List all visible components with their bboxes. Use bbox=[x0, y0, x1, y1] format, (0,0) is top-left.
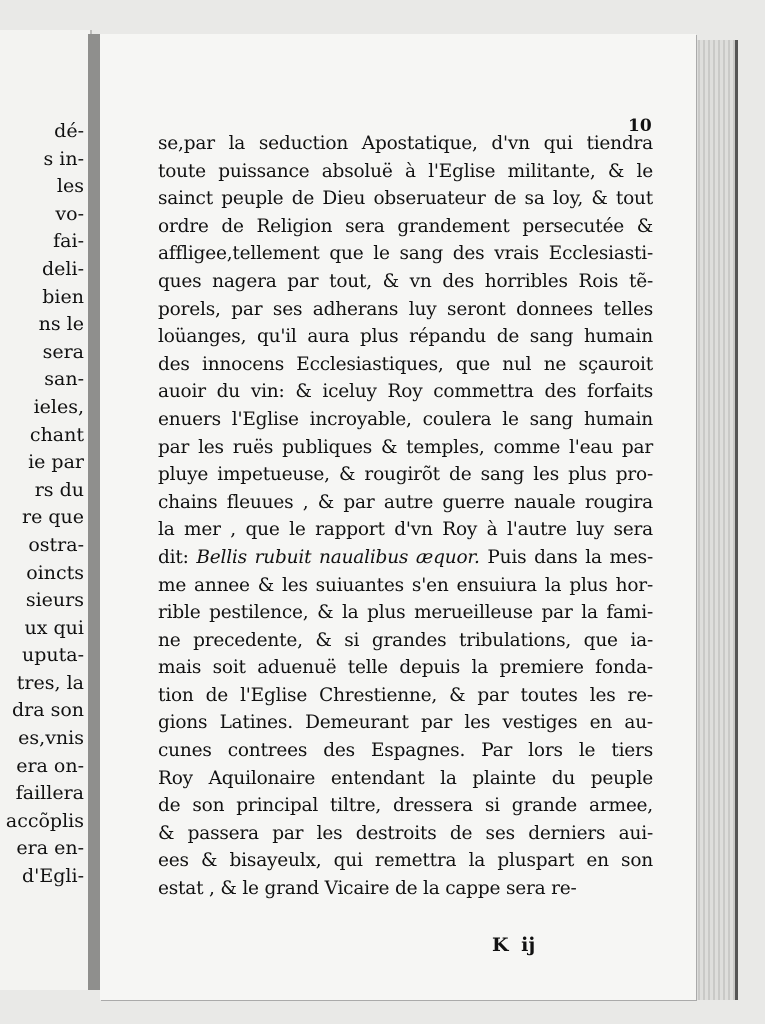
left-page-line: faillera bbox=[15, 782, 84, 805]
left-page-line: dra son bbox=[11, 699, 84, 722]
left-page-line: ostra- bbox=[28, 533, 84, 556]
text-line-content: Puis dans la mes- bbox=[479, 546, 653, 568]
left-page-line: ux qui bbox=[24, 616, 84, 639]
text-line-content: de son principal tiltre, dressera si grande armee, bbox=[158, 795, 653, 817]
text-line bbox=[158, 240, 653, 268]
text-line-content: gions Latines. Demeurant par les vestiges en au- bbox=[158, 712, 653, 734]
text-line-content: sainct peuple de Dieu obseruateur de sa loy, & tout bbox=[158, 188, 653, 210]
text-line bbox=[158, 599, 653, 627]
left-page-line: es,vnis bbox=[18, 727, 84, 750]
text-line bbox=[158, 820, 653, 848]
text-line bbox=[158, 544, 653, 572]
text-line bbox=[158, 709, 653, 737]
text-line-content: se,par la seduction Apostatique, d'vn qui tiendra bbox=[158, 133, 653, 154]
text-line-content: rible pestilence, & la plus merueilleuse par la fami- bbox=[158, 602, 653, 624]
text-line bbox=[158, 434, 653, 462]
text-line bbox=[158, 737, 653, 765]
left-page-line: re que bbox=[21, 506, 84, 529]
text-line bbox=[158, 572, 653, 600]
text-line bbox=[158, 765, 653, 793]
left-page-line: tres, la bbox=[16, 671, 84, 694]
text-line-content: par les ruës publiques & temples, comme l'eau par bbox=[158, 436, 653, 458]
signature-mark: K ij bbox=[492, 934, 536, 956]
left-page bbox=[0, 30, 92, 990]
left-page-line: sera bbox=[42, 340, 84, 363]
text-line-content: & passera par les destroits de ses derniers aui- bbox=[158, 822, 653, 844]
left-page-line: ieles, bbox=[33, 395, 84, 418]
text-line-content: pluye impetueuse, & rougirõt de sang les plus pro- bbox=[158, 464, 653, 486]
text-line bbox=[158, 847, 653, 875]
latin-quotation: Bellis rubuit naualibus æquor. bbox=[196, 546, 480, 568]
text-line bbox=[158, 323, 653, 351]
text-line bbox=[158, 682, 653, 710]
text-line-content: mais soit aduenuë telle depuis la premiere fonda- bbox=[158, 657, 653, 679]
text-line bbox=[158, 185, 653, 213]
left-page-line: uputa- bbox=[21, 644, 84, 667]
text-line-content: loüanges, qu'il aura plus répandu de sang humain bbox=[158, 326, 653, 348]
text-line-content: la mer , que le rapport d'vn Roy à l'autre luy sera bbox=[158, 519, 653, 541]
text-line bbox=[158, 654, 653, 682]
text-line-content: porels, par ses adherans luy seront donnees telles bbox=[158, 298, 653, 320]
text-line bbox=[158, 158, 653, 186]
text-line-content: toute puissance absoluë à l'Eglise militante, & le bbox=[158, 160, 653, 182]
text-line-content: enuers l'Eglise incroyable, coulera le sang humain bbox=[158, 408, 653, 430]
text-line-content: estat , & le grand Vicaire de la cappe sera re- bbox=[158, 878, 577, 900]
page-number: 10 bbox=[628, 116, 652, 136]
left-page-text bbox=[6, 118, 84, 891]
text-line-content: ne precedente, & si grandes tribulations, que ia- bbox=[158, 629, 653, 651]
left-page-line: deli- bbox=[42, 257, 84, 280]
text-line bbox=[158, 130, 653, 158]
text-line bbox=[158, 875, 653, 903]
left-page-line: ie par bbox=[28, 451, 84, 474]
left-page-line: era on- bbox=[16, 754, 84, 777]
text-line bbox=[158, 489, 653, 517]
text-line-content: dit: bbox=[158, 546, 197, 568]
left-page-line: vo- bbox=[55, 202, 84, 225]
right-page bbox=[100, 34, 696, 1000]
text-line bbox=[158, 378, 653, 406]
text-line-content: ques nagera par tout, & vn des horribles Rois tẽ- bbox=[158, 270, 653, 292]
left-page-line: fai- bbox=[53, 230, 84, 253]
text-line bbox=[158, 516, 653, 544]
body-text bbox=[158, 130, 653, 903]
text-line bbox=[158, 406, 653, 434]
text-line-content: cunes contrees des Espagnes. Par lors le tiers bbox=[158, 740, 653, 762]
left-page-line: sieurs bbox=[25, 589, 84, 612]
text-line bbox=[158, 213, 653, 241]
left-page-line: ns le bbox=[38, 313, 84, 336]
text-line bbox=[158, 268, 653, 296]
left-page-line: chant bbox=[29, 423, 84, 446]
text-line bbox=[158, 792, 653, 820]
text-line-content: ees & bisayeulx, qui remettra la pluspart en son bbox=[158, 850, 653, 872]
left-page-line: san- bbox=[44, 368, 84, 391]
text-line-content: me annee & les suiuantes s'en ensuiura la plus hor- bbox=[158, 574, 653, 596]
left-page-line: era en- bbox=[16, 837, 84, 860]
left-page-line: accõplis bbox=[5, 809, 84, 832]
text-line-content: chains fleuues , & par autre guerre nauale rougira bbox=[158, 491, 653, 513]
left-page-line: les bbox=[56, 175, 84, 198]
text-line-content: Roy Aquilonaire entendant la plainte du peuple bbox=[158, 767, 653, 789]
text-line bbox=[158, 296, 653, 324]
text-line-content: des innocens Ecclesiastiques, que nul ne sçauroit bbox=[158, 353, 653, 375]
left-page-line: oincts bbox=[26, 561, 84, 584]
text-line-content: ordre de Religion sera grandement persecutée & bbox=[158, 215, 653, 237]
left-page-line: rs du bbox=[34, 478, 84, 501]
left-page-line: dé- bbox=[54, 120, 84, 142]
left-page-line: bien bbox=[42, 285, 84, 308]
text-line-content: affligee,tellement que le sang des vrais Ecclesiasti- bbox=[158, 243, 653, 265]
text-line bbox=[158, 627, 653, 655]
text-line bbox=[158, 461, 653, 489]
text-line bbox=[158, 351, 653, 379]
left-page-line: s in- bbox=[43, 147, 84, 170]
text-line-content: tion de l'Eglise Chrestienne, & par toutes les re- bbox=[158, 684, 653, 706]
text-line-content: auoir du vin: & iceluy Roy commettra des forfaits bbox=[158, 381, 653, 403]
left-page-line: d'Egli- bbox=[22, 865, 84, 888]
